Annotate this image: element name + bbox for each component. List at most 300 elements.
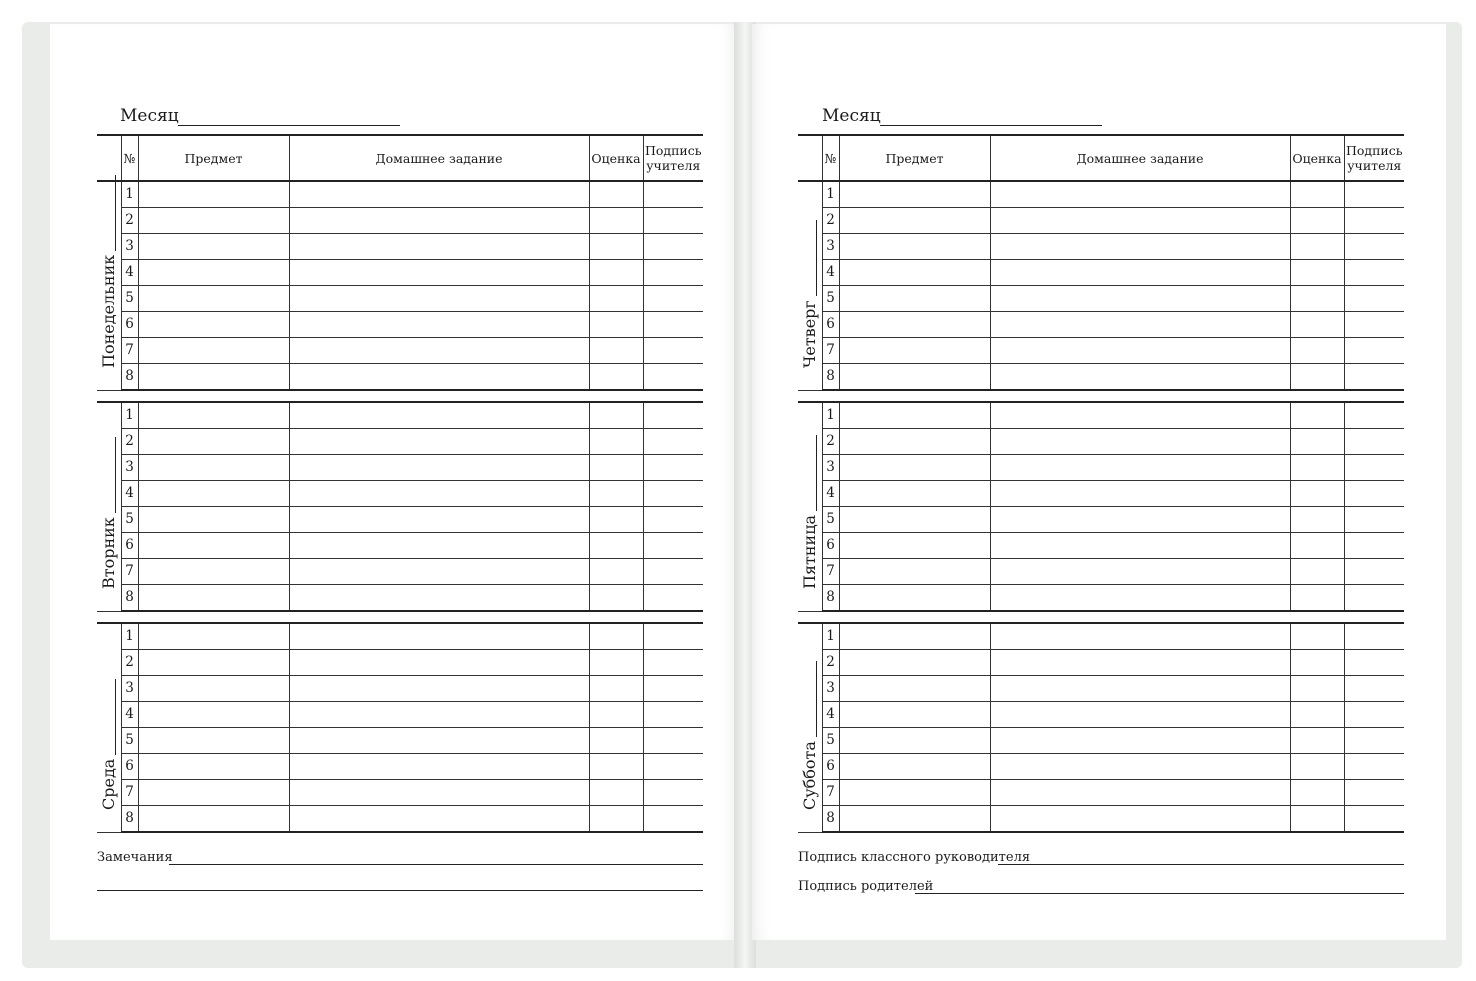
- left-page: [50, 24, 738, 940]
- homework-cell[interactable]: [990, 532, 1290, 558]
- homework-cell[interactable]: [990, 558, 1290, 584]
- month-label: Месяц: [822, 106, 881, 126]
- grade-cell[interactable]: [1290, 207, 1344, 233]
- lesson-row: [798, 363, 1404, 390]
- date-input-line[interactable]: [103, 174, 116, 250]
- subject-cell[interactable]: [138, 623, 289, 649]
- subject-cell[interactable]: [839, 532, 990, 558]
- grade-cell[interactable]: [589, 311, 643, 337]
- homework-cell[interactable]: [990, 753, 1290, 779]
- grade-cell[interactable]: [589, 480, 643, 506]
- homework-cell[interactable]: [289, 584, 589, 611]
- lesson-row: [798, 207, 1404, 233]
- homework-cell[interactable]: [289, 753, 589, 779]
- remarks-field: [97, 850, 703, 865]
- month-field: [120, 106, 179, 126]
- subject-cell[interactable]: [138, 428, 289, 454]
- homework-cell[interactable]: [289, 363, 589, 390]
- grade-cell[interactable]: [1290, 337, 1344, 363]
- subject-cell[interactable]: [138, 506, 289, 532]
- lesson-row: [97, 649, 703, 675]
- month-input-line[interactable]: [178, 125, 400, 126]
- homework-cell[interactable]: [289, 285, 589, 311]
- header-teacher-signature: Подпись учителя: [1344, 135, 1404, 181]
- lesson-row: [97, 233, 703, 259]
- grade-cell[interactable]: [1290, 363, 1344, 390]
- homework-cell[interactable]: [289, 727, 589, 753]
- homework-cell[interactable]: [990, 623, 1290, 649]
- subject-cell[interactable]: [138, 753, 289, 779]
- subject-cell[interactable]: [138, 207, 289, 233]
- subject-cell[interactable]: [839, 454, 990, 480]
- homework-cell[interactable]: [289, 311, 589, 337]
- day-name: Суббота: [800, 740, 819, 810]
- homework-cell[interactable]: [990, 727, 1290, 753]
- homework-cell[interactable]: [990, 285, 1290, 311]
- grade-cell[interactable]: [589, 649, 643, 675]
- teacher-signature-cell[interactable]: [643, 649, 703, 675]
- subject-cell[interactable]: [839, 337, 990, 363]
- homework-cell[interactable]: [990, 506, 1290, 532]
- lesson-number: 7: [822, 779, 839, 805]
- grade-cell[interactable]: [1290, 701, 1344, 727]
- teacher-signature-cell[interactable]: [643, 454, 703, 480]
- lesson-number: 6: [822, 532, 839, 558]
- day-cell: [798, 623, 822, 832]
- header-number: №: [822, 135, 839, 181]
- lesson-row: [97, 285, 703, 311]
- lesson-row: [798, 311, 1404, 337]
- lesson-number: 8: [822, 805, 839, 832]
- date-input-line[interactable]: [804, 220, 817, 296]
- homework-cell[interactable]: [289, 428, 589, 454]
- grade-cell[interactable]: [589, 779, 643, 805]
- subject-cell[interactable]: [138, 233, 289, 259]
- parents-signature-field: [798, 879, 1404, 894]
- lesson-row: [97, 428, 703, 454]
- teacher-signature-cell[interactable]: [643, 363, 703, 390]
- subject-cell[interactable]: [839, 363, 990, 390]
- homework-cell[interactable]: [990, 207, 1290, 233]
- day-cell: [97, 623, 121, 832]
- lesson-row: [97, 311, 703, 337]
- lesson-row: [798, 779, 1404, 805]
- lesson-row: [798, 233, 1404, 259]
- homework-cell[interactable]: [990, 675, 1290, 701]
- lesson-number: 7: [822, 558, 839, 584]
- teacher-signature-cell[interactable]: [643, 623, 703, 649]
- lesson-row: [798, 506, 1404, 532]
- subject-cell[interactable]: [138, 181, 289, 207]
- grade-cell[interactable]: [1290, 181, 1344, 207]
- grade-cell[interactable]: [1290, 233, 1344, 259]
- teacher-signature-cell[interactable]: [1344, 181, 1404, 207]
- homework-cell[interactable]: [289, 207, 589, 233]
- grade-cell[interactable]: [589, 675, 643, 701]
- homework-cell[interactable]: [990, 363, 1290, 390]
- teacher-signature-cell[interactable]: [1344, 558, 1404, 584]
- lesson-row: [97, 454, 703, 480]
- remarks-line-2[interactable]: [97, 890, 703, 891]
- subject-cell[interactable]: [138, 779, 289, 805]
- teacher-signature-cell[interactable]: [1344, 480, 1404, 506]
- lesson-row: [798, 584, 1404, 611]
- lesson-row: [798, 753, 1404, 779]
- subject-cell[interactable]: [138, 584, 289, 611]
- homework-cell[interactable]: [990, 701, 1290, 727]
- teacher-signature-cell[interactable]: [1344, 402, 1404, 428]
- lesson-row: [798, 259, 1404, 285]
- teacher-signature-cell[interactable]: [1344, 285, 1404, 311]
- lesson-row: [798, 285, 1404, 311]
- lesson-number: 1: [121, 623, 138, 649]
- teacher-signature-cell[interactable]: [1344, 649, 1404, 675]
- homework-cell[interactable]: [289, 506, 589, 532]
- lesson-row: [97, 779, 703, 805]
- grade-cell[interactable]: [589, 701, 643, 727]
- lesson-row: [97, 480, 703, 506]
- grade-cell[interactable]: [1290, 779, 1344, 805]
- day-name: Вторник: [99, 516, 118, 589]
- subject-cell[interactable]: [138, 805, 289, 832]
- homework-cell[interactable]: [289, 675, 589, 701]
- teacher-signature-cell[interactable]: [1344, 337, 1404, 363]
- subject-cell[interactable]: [138, 532, 289, 558]
- teacher-signature-cell[interactable]: [1344, 701, 1404, 727]
- lesson-number: 2: [121, 649, 138, 675]
- teacher-signature-cell[interactable]: [643, 701, 703, 727]
- grade-cell[interactable]: [1290, 584, 1344, 611]
- lesson-row: [97, 753, 703, 779]
- lesson-number: 3: [121, 233, 138, 259]
- header-homework: Домашнее задание: [289, 135, 589, 181]
- teacher-signature-cell[interactable]: [1344, 584, 1404, 611]
- teacher-signature-cell[interactable]: [1344, 207, 1404, 233]
- lesson-row: [798, 428, 1404, 454]
- teacher-signature-cell[interactable]: [1344, 532, 1404, 558]
- teacher-signature-cell[interactable]: [1344, 506, 1404, 532]
- grade-cell[interactable]: [1290, 480, 1344, 506]
- subject-cell[interactable]: [839, 233, 990, 259]
- lesson-number: 1: [822, 181, 839, 207]
- lesson-number: 8: [121, 805, 138, 832]
- homework-cell[interactable]: [990, 779, 1290, 805]
- subject-cell[interactable]: [839, 727, 990, 753]
- grade-cell[interactable]: [1290, 285, 1344, 311]
- homework-cell[interactable]: [990, 649, 1290, 675]
- subject-cell[interactable]: [839, 402, 990, 428]
- teacher-signature-cell[interactable]: [643, 259, 703, 285]
- grade-cell[interactable]: [1290, 454, 1344, 480]
- lesson-number: 7: [121, 779, 138, 805]
- homework-cell[interactable]: [990, 480, 1290, 506]
- grade-cell[interactable]: [1290, 311, 1344, 337]
- subject-cell[interactable]: [138, 701, 289, 727]
- day-cell: [798, 402, 822, 611]
- lesson-row: [97, 623, 703, 649]
- teacher-signature-cell[interactable]: [643, 285, 703, 311]
- lesson-row: [798, 454, 1404, 480]
- subject-cell[interactable]: [839, 805, 990, 832]
- grade-cell[interactable]: [589, 454, 643, 480]
- teacher-signature-cell[interactable]: [1344, 259, 1404, 285]
- header-grade: Оценка: [589, 135, 643, 181]
- lesson-number: 2: [121, 207, 138, 233]
- subject-cell[interactable]: [839, 506, 990, 532]
- homework-cell[interactable]: [990, 181, 1290, 207]
- lesson-row: [97, 402, 703, 428]
- day-cell: [97, 402, 121, 611]
- lesson-row: [97, 259, 703, 285]
- lesson-row: [97, 506, 703, 532]
- teacher-signature-cell[interactable]: [643, 753, 703, 779]
- homework-cell[interactable]: [289, 337, 589, 363]
- teacher-signature-cell[interactable]: [643, 207, 703, 233]
- teacher-signature-cell[interactable]: [643, 402, 703, 428]
- homework-cell[interactable]: [289, 402, 589, 428]
- grade-cell[interactable]: [1290, 402, 1344, 428]
- lesson-number: 3: [822, 675, 839, 701]
- subject-cell[interactable]: [138, 675, 289, 701]
- grade-cell[interactable]: [589, 506, 643, 532]
- homework-cell[interactable]: [289, 623, 589, 649]
- subject-cell[interactable]: [138, 480, 289, 506]
- class-teacher-signature-label: Подпись классного руководителя: [798, 850, 1031, 865]
- lesson-row: [798, 480, 1404, 506]
- homework-cell[interactable]: [289, 779, 589, 805]
- subject-cell[interactable]: [138, 337, 289, 363]
- header-subject: Предмет: [839, 135, 990, 181]
- lesson-number: 8: [121, 584, 138, 611]
- date-input-line[interactable]: [103, 678, 116, 754]
- grade-cell[interactable]: [589, 233, 643, 259]
- subject-cell[interactable]: [839, 428, 990, 454]
- day-name: Среда: [99, 758, 118, 810]
- homework-cell[interactable]: [289, 181, 589, 207]
- lesson-row: [97, 337, 703, 363]
- subject-cell[interactable]: [138, 402, 289, 428]
- grade-cell[interactable]: [1290, 532, 1344, 558]
- grade-cell[interactable]: [589, 181, 643, 207]
- grade-cell[interactable]: [589, 285, 643, 311]
- teacher-signature-cell[interactable]: [1344, 233, 1404, 259]
- subject-cell[interactable]: [839, 675, 990, 701]
- remarks-line-1[interactable]: [169, 864, 703, 865]
- subject-cell[interactable]: [839, 623, 990, 649]
- subject-cell[interactable]: [839, 584, 990, 611]
- date-input-line[interactable]: [804, 661, 817, 737]
- subject-cell[interactable]: [839, 207, 990, 233]
- grade-cell[interactable]: [1290, 753, 1344, 779]
- subject-cell[interactable]: [839, 779, 990, 805]
- subject-cell[interactable]: [138, 727, 289, 753]
- subject-cell[interactable]: [839, 311, 990, 337]
- grade-cell[interactable]: [1290, 259, 1344, 285]
- grade-cell[interactable]: [589, 363, 643, 390]
- lesson-row: [97, 675, 703, 701]
- grade-cell[interactable]: [1290, 805, 1344, 832]
- subject-cell[interactable]: [839, 753, 990, 779]
- lesson-number: 1: [822, 623, 839, 649]
- lesson-row: [798, 623, 1404, 649]
- date-input-line[interactable]: [804, 434, 817, 510]
- grade-cell[interactable]: [589, 623, 643, 649]
- teacher-signature-cell[interactable]: [643, 779, 703, 805]
- lesson-row: [798, 727, 1404, 753]
- grade-cell[interactable]: [589, 402, 643, 428]
- grade-cell[interactable]: [1290, 558, 1344, 584]
- month-input-line[interactable]: [880, 125, 1102, 126]
- lesson-number: 5: [822, 506, 839, 532]
- teacher-signature-cell[interactable]: [643, 532, 703, 558]
- lesson-number: 1: [121, 402, 138, 428]
- teacher-signature-cell[interactable]: [643, 233, 703, 259]
- teacher-signature-cell[interactable]: [643, 727, 703, 753]
- grade-cell[interactable]: [589, 805, 643, 832]
- teacher-signature-cell[interactable]: [1344, 311, 1404, 337]
- homework-cell[interactable]: [990, 311, 1290, 337]
- subject-cell[interactable]: [138, 363, 289, 390]
- lesson-number: 7: [121, 558, 138, 584]
- grade-cell[interactable]: [1290, 428, 1344, 454]
- subject-cell[interactable]: [839, 480, 990, 506]
- grade-cell[interactable]: [1290, 675, 1344, 701]
- teacher-signature-cell[interactable]: [643, 805, 703, 832]
- day-cell: [97, 181, 121, 390]
- lesson-number: 4: [822, 259, 839, 285]
- lesson-number: 8: [822, 584, 839, 611]
- lesson-row: [97, 701, 703, 727]
- teacher-signature-cell[interactable]: [643, 181, 703, 207]
- teacher-signature-cell[interactable]: [1344, 675, 1404, 701]
- homework-cell[interactable]: [289, 805, 589, 832]
- homework-cell[interactable]: [289, 701, 589, 727]
- lesson-row: [798, 675, 1404, 701]
- lesson-row: [798, 701, 1404, 727]
- header-number: №: [121, 135, 138, 181]
- right-page: [752, 24, 1446, 940]
- lesson-number: 6: [822, 311, 839, 337]
- subject-cell[interactable]: [138, 454, 289, 480]
- lesson-number: 2: [822, 649, 839, 675]
- day-name: Четверг: [800, 299, 819, 368]
- lesson-number: 6: [121, 311, 138, 337]
- subject-cell[interactable]: [138, 558, 289, 584]
- grade-cell[interactable]: [589, 558, 643, 584]
- header-teacher-signature: Подпись учителя: [643, 135, 703, 181]
- teacher-signature-cell[interactable]: [1344, 623, 1404, 649]
- homework-cell[interactable]: [990, 805, 1290, 832]
- lesson-number: 1: [822, 402, 839, 428]
- date-input-line[interactable]: [103, 437, 116, 513]
- subject-cell[interactable]: [138, 649, 289, 675]
- lesson-number: 4: [121, 701, 138, 727]
- teacher-signature-cell[interactable]: [1344, 727, 1404, 753]
- lesson-number: 3: [121, 454, 138, 480]
- homework-cell[interactable]: [990, 233, 1290, 259]
- teacher-signature-cell[interactable]: [1344, 753, 1404, 779]
- subject-cell[interactable]: [138, 311, 289, 337]
- teacher-signature-cell[interactable]: [643, 311, 703, 337]
- homework-cell[interactable]: [990, 428, 1290, 454]
- homework-cell[interactable]: [990, 584, 1290, 611]
- teacher-signature-cell[interactable]: [643, 506, 703, 532]
- homework-cell[interactable]: [990, 337, 1290, 363]
- lesson-number: 1: [121, 181, 138, 207]
- grade-cell[interactable]: [589, 337, 643, 363]
- lesson-row: [97, 584, 703, 611]
- grade-cell[interactable]: [589, 207, 643, 233]
- lesson-row: [97, 207, 703, 233]
- class-teacher-signature-line[interactable]: [998, 864, 1404, 865]
- subject-cell[interactable]: [839, 701, 990, 727]
- lesson-number: 5: [822, 285, 839, 311]
- grade-cell[interactable]: [1290, 727, 1344, 753]
- lesson-row: [97, 363, 703, 390]
- teacher-signature-cell[interactable]: [643, 584, 703, 611]
- lesson-number: 6: [121, 753, 138, 779]
- teacher-signature-cell[interactable]: [1344, 805, 1404, 832]
- grade-cell[interactable]: [1290, 506, 1344, 532]
- homework-cell[interactable]: [289, 558, 589, 584]
- homework-cell[interactable]: [990, 454, 1290, 480]
- homework-cell[interactable]: [289, 233, 589, 259]
- grade-cell[interactable]: [1290, 623, 1344, 649]
- parents-signature-line[interactable]: [915, 893, 1404, 894]
- subject-cell[interactable]: [138, 285, 289, 311]
- teacher-signature-cell[interactable]: [1344, 363, 1404, 390]
- grade-cell[interactable]: [589, 428, 643, 454]
- homework-cell[interactable]: [990, 402, 1290, 428]
- subject-cell[interactable]: [138, 259, 289, 285]
- grade-cell[interactable]: [589, 259, 643, 285]
- grade-cell[interactable]: [589, 727, 643, 753]
- subject-cell[interactable]: [839, 259, 990, 285]
- teacher-signature-cell[interactable]: [643, 337, 703, 363]
- day-spacer: [97, 611, 703, 623]
- grade-cell[interactable]: [589, 532, 643, 558]
- teacher-signature-cell[interactable]: [1344, 454, 1404, 480]
- grade-cell[interactable]: [589, 584, 643, 611]
- grade-cell[interactable]: [589, 753, 643, 779]
- lesson-row: [798, 805, 1404, 832]
- lesson-row: [798, 532, 1404, 558]
- teacher-signature-cell[interactable]: [643, 428, 703, 454]
- teacher-signature-cell[interactable]: [643, 675, 703, 701]
- subject-cell[interactable]: [839, 181, 990, 207]
- homework-cell[interactable]: [289, 532, 589, 558]
- lesson-row: [97, 805, 703, 832]
- subject-cell[interactable]: [839, 558, 990, 584]
- subject-cell[interactable]: [839, 285, 990, 311]
- homework-cell[interactable]: [289, 259, 589, 285]
- teacher-signature-cell[interactable]: [1344, 428, 1404, 454]
- homework-cell[interactable]: [289, 480, 589, 506]
- homework-cell[interactable]: [990, 259, 1290, 285]
- subject-cell[interactable]: [839, 649, 990, 675]
- teacher-signature-cell[interactable]: [643, 480, 703, 506]
- teacher-signature-cell[interactable]: [1344, 779, 1404, 805]
- lesson-number: 5: [822, 727, 839, 753]
- day-spacer: [97, 390, 703, 402]
- remarks-label: Замечания: [97, 850, 173, 865]
- lesson-number: 3: [121, 675, 138, 701]
- lesson-row: [798, 649, 1404, 675]
- homework-cell[interactable]: [289, 649, 589, 675]
- teacher-signature-cell[interactable]: [643, 558, 703, 584]
- grade-cell[interactable]: [1290, 649, 1344, 675]
- homework-cell[interactable]: [289, 454, 589, 480]
